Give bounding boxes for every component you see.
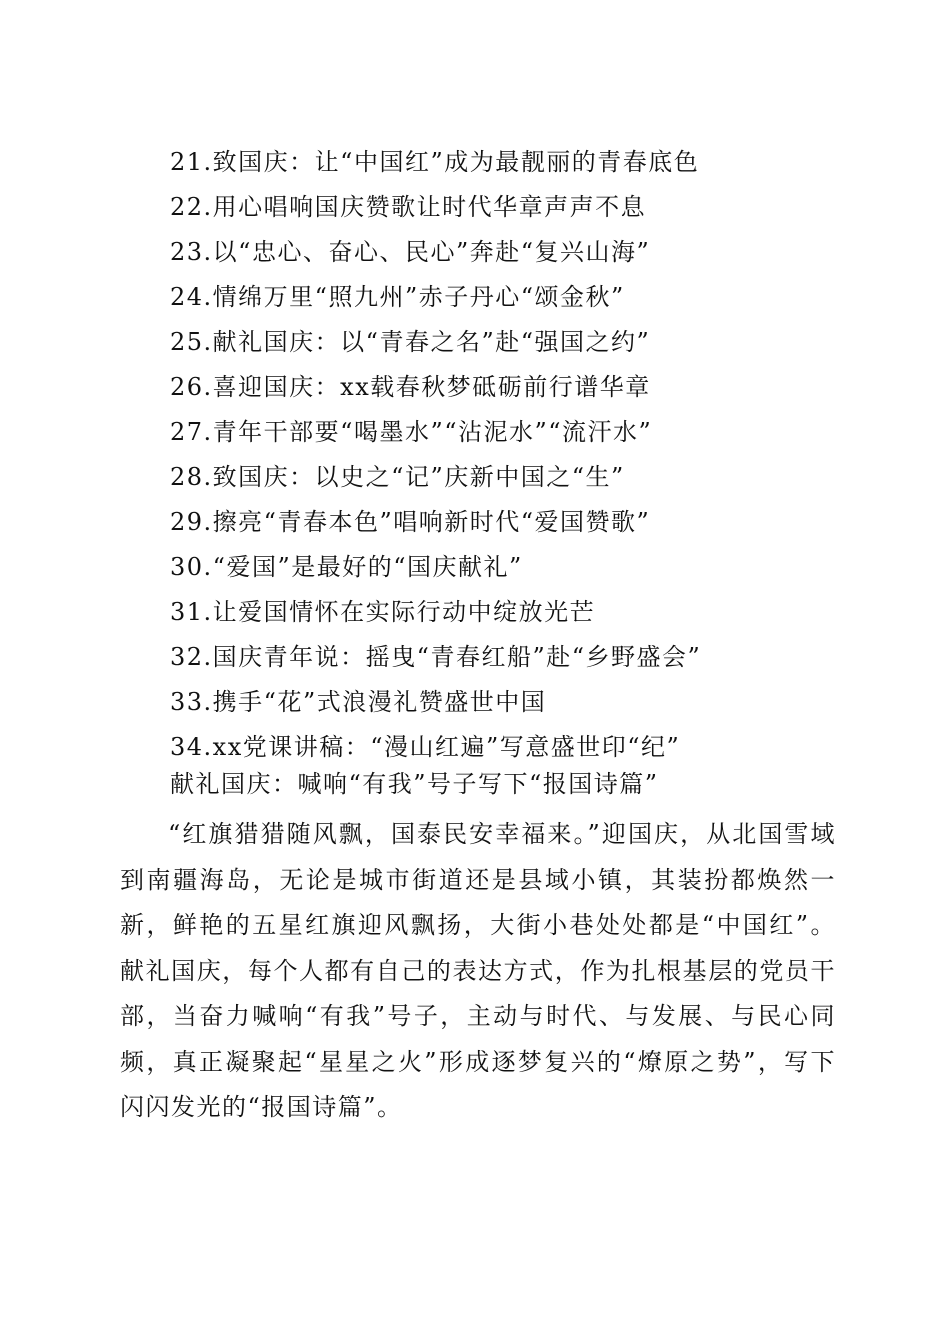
toc-item xyxy=(170,680,870,725)
toc-item xyxy=(170,545,870,590)
toc-item xyxy=(170,455,870,500)
toc-item xyxy=(170,410,870,455)
toc-item-number: 26. xyxy=(170,373,213,401)
toc-item xyxy=(170,230,870,275)
toc-item xyxy=(170,590,870,635)
toc-item-number: 29. xyxy=(170,508,213,536)
toc-item xyxy=(170,185,870,230)
toc-item-title: 擦亮“青春本色”唱响新时代“爱国赞歌” xyxy=(212,508,651,536)
toc-item-number: 34. xyxy=(170,733,213,761)
toc-item xyxy=(170,275,870,320)
toc-item-title: 以“忠心、奋心、民心”奔赴“复兴山海” xyxy=(212,238,651,266)
toc-item xyxy=(170,140,870,185)
toc-item-number: 22. xyxy=(170,193,213,221)
toc-item-title: 致国庆：让“中国红”成为最靓丽的青春底色 xyxy=(212,148,700,176)
toc-item-title: 用心唱响国庆赞歌让时代华章声声不息 xyxy=(212,193,647,221)
toc-item-number: 33. xyxy=(170,688,213,716)
toc-item xyxy=(170,500,870,545)
toc-item-number: 21. xyxy=(170,148,213,176)
toc-item xyxy=(170,365,870,410)
toc-list xyxy=(170,140,870,770)
article-title: 献礼国庆：喊响“有我”号子写下“报国诗篇” xyxy=(170,770,659,798)
toc-item-number: 31. xyxy=(170,598,213,626)
toc-item-number: 27. xyxy=(170,418,213,446)
toc-item-title: “爱国”是最好的“国庆献礼” xyxy=(212,553,523,581)
toc-item-title: 致国庆：以史之“记”庆新中国之“生” xyxy=(212,463,625,491)
toc-item-number: 30. xyxy=(170,553,213,581)
article-body-paragraph: “红旗猎猎随风飘，国泰民安幸福来。”迎国庆，从北国雪域到南疆海岛，无论是城市街道还是县域小镇，其装扮都焕然一新，鲜艳的五星红旗迎风飘扬，大街小巷处处都是“中国红”。献礼国庆，每个人都有自己的表达方式，作为扎根基层的党员干部，当奋力喊响“有我”号子，主动与时代、与发展、与民心同频，真正凝聚起“星星之火”形成逐梦复兴的“燎原之势”，写下闪闪发光的“报国诗篇”。 xyxy=(120,820,836,1121)
toc-item-number: 23. xyxy=(170,238,213,266)
toc-item-title: 献礼国庆：以“青春之名”赴“强国之约” xyxy=(212,328,651,356)
toc-item-number: 28. xyxy=(170,463,213,491)
toc-item-title: 青年干部要“喝墨水”“沾泥水”“流汗水” xyxy=(212,418,653,446)
toc-item xyxy=(170,635,870,680)
toc-item-number: 24. xyxy=(170,283,213,311)
toc-item-title: 让爱国情怀在实际行动中绽放光芒 xyxy=(212,598,596,626)
toc-item-title: 携手“花”式浪漫礼赞盛世中国 xyxy=(212,688,547,716)
toc-item xyxy=(170,320,870,365)
toc-item-title: 情绵万里“照九州”赤子丹心“颂金秋” xyxy=(212,283,625,311)
toc-item-title: xx党课讲稿：“漫山红遍”写意盛世印“纪” xyxy=(212,733,681,761)
toc-item-number: 25. xyxy=(170,328,213,356)
toc-item-number: 32. xyxy=(170,643,213,671)
toc-item-title: 国庆青年说：摇曳“青春红船”赴“乡野盛会” xyxy=(212,643,702,671)
toc-item-title: 喜迎国庆：xx载春秋梦砥砺前行谱华章 xyxy=(212,373,651,401)
